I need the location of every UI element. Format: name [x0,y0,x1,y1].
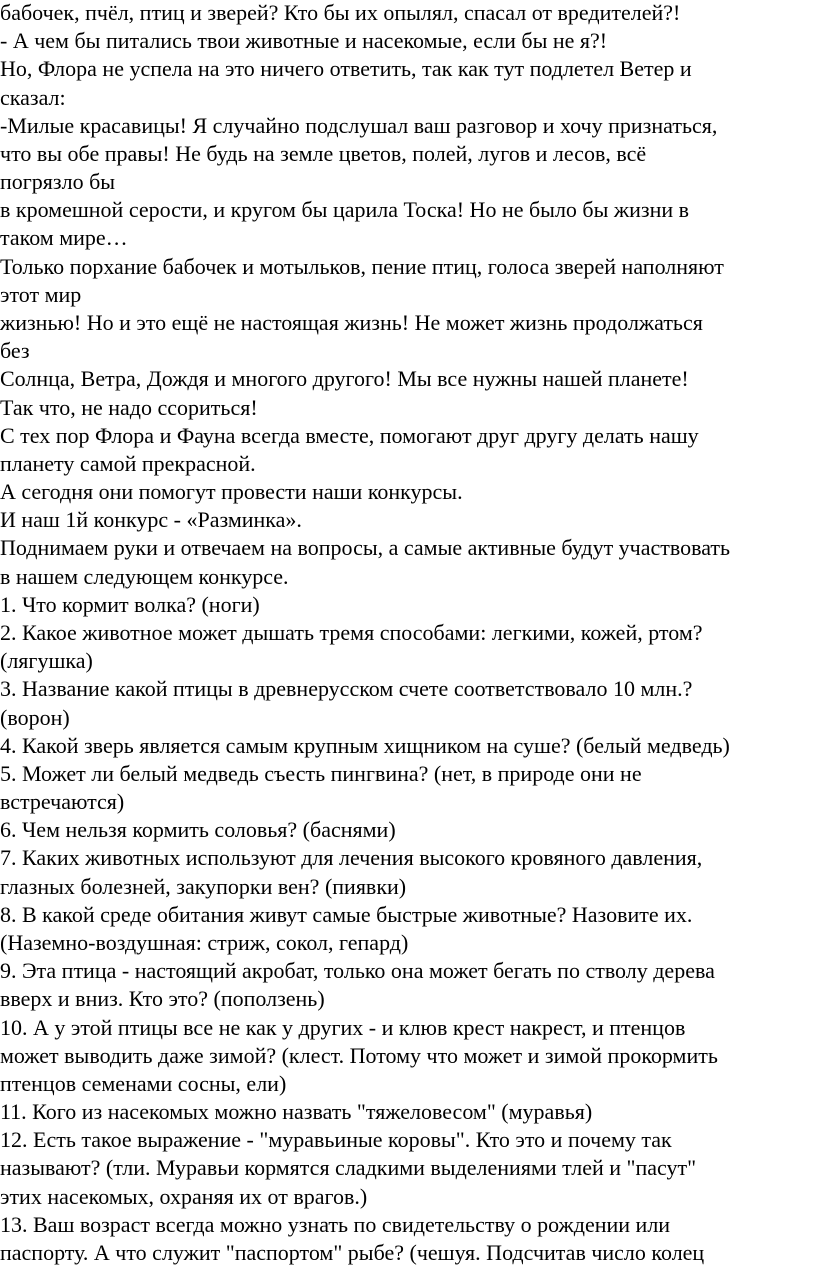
text-line: Но, Флора не успела на это ничего ответить, так как тут подлетел Ветер и [0,56,692,81]
text-line: вверх и вниз. Кто это? (поползень) [0,986,325,1011]
text-line: планету самой прекрасной. [0,451,256,476]
text-line: 13. Ваш возраст всегда можно узнать по свидетельству о рождении или [0,1212,671,1237]
text-line: 5. Может ли белый медведь съесть пингвина? (нет, в природе они не [0,761,642,786]
text-line: 9. Эта птица - настоящий акробат, только она может бегать по стволу дерева [0,958,715,983]
text-line: 4. Какой зверь является самым крупным хищником на суше? (белый медведь) [0,733,730,758]
text-line: (Наземно-воздушная: стриж, сокол, гепард) [0,930,409,955]
text-line: (лягушка) [0,648,93,673]
text-line: 7. Каких животных используют для лечения высокого кровяного давления, [0,845,703,870]
text-line: паспорту. А что служит "паспортом" рыбе? (чешуя. Подсчитав число колец [0,1240,705,1265]
text-line: (ворон) [0,705,70,730]
text-line: 6. Чем нельзя кормить соловья? (баснями) [0,817,396,842]
text-line: А сегодня они помогут провести наши конкурсы. [0,479,463,504]
text-line: без [0,338,30,363]
text-line: сказал: [0,85,66,110]
text-line: 8. В какой среде обитания живут самые быстрые животные? Назовите их. [0,902,693,927]
text-line: И наш 1й конкурс - «Разминка». [0,507,302,532]
text-line: называют? (тли. Муравьи кормятся сладкими выделениями тлей и "пасут" [0,1155,697,1180]
text-line: жизнью! Но и это ещё не настоящая жизнь! Не может жизнь продолжаться [0,310,703,335]
text-line: погрязло бы [0,169,116,194]
text-line: в кромешной серости, и кругом бы царила Тоска! Но не было бы жизни в [0,197,690,222]
text-line: птенцов семенами сосны, ели) [0,1071,287,1096]
text-line: 11. Кого из насекомых можно назвать "тяжеловесом" (муравья) [0,1099,593,1124]
text-line: 12. Есть такое выражение - "муравьиные коровы". Кто это и почему так [0,1127,672,1152]
text-line: С тех пор Флора и Фауна всегда вместе, помогают друг другу делать нашу [0,423,699,448]
text-line: что вы обе правы! Не будь на земле цветов, полей, лугов и лесов, всё [0,141,647,166]
text-line: в нашем следующем конкурсе. [0,564,289,589]
text-line: этих насекомых, охраняя их от врагов.) [0,1184,368,1209]
text-line: 2. Какое животное может дышать тремя способами: легкими, кожей, ртом? [0,620,703,645]
text-line: 3. Название какой птицы в древнерусском счете соответствовало 10 млн.? [0,676,693,701]
text-line: таком мире… [0,225,128,250]
text-line: этот мир [0,282,82,307]
text-line: 1. Что кормит волка? (ноги) [0,592,260,617]
text-line: 10. А у этой птицы все не как у других - и клюв крест накрест, и птенцов [0,1015,686,1040]
text-line: Только порхание бабочек и мотыльков, пение птиц, голоса зверей наполняют [0,254,724,279]
text-line: -Милые красавицы! Я случайно подслушал ваш разговор и хочу признаться, [0,113,718,138]
text-line: глазных болезней, закупорки вен? (пиявки) [0,874,407,899]
text-line: Поднимаем руки и отвечаем на вопросы, а самые активные будут участвовать [0,535,731,560]
text-line: может выводить даже зимой? (клест. Потому что может и зимой прокормить [0,1043,718,1068]
text-line: Так что, не надо ссориться! [0,395,258,420]
text-line: - А чем бы питались твои животные и насекомые, если бы не я?! [0,28,608,53]
text-line: бабочек, пчёл, птиц и зверей? Кто бы их опылял, спасал от вредителей?! [0,0,681,25]
text-line: встречаются) [0,789,125,814]
text-line: Солнца, Ветра, Дождя и многого другого! Мы все нужны нашей планете! [0,366,689,391]
